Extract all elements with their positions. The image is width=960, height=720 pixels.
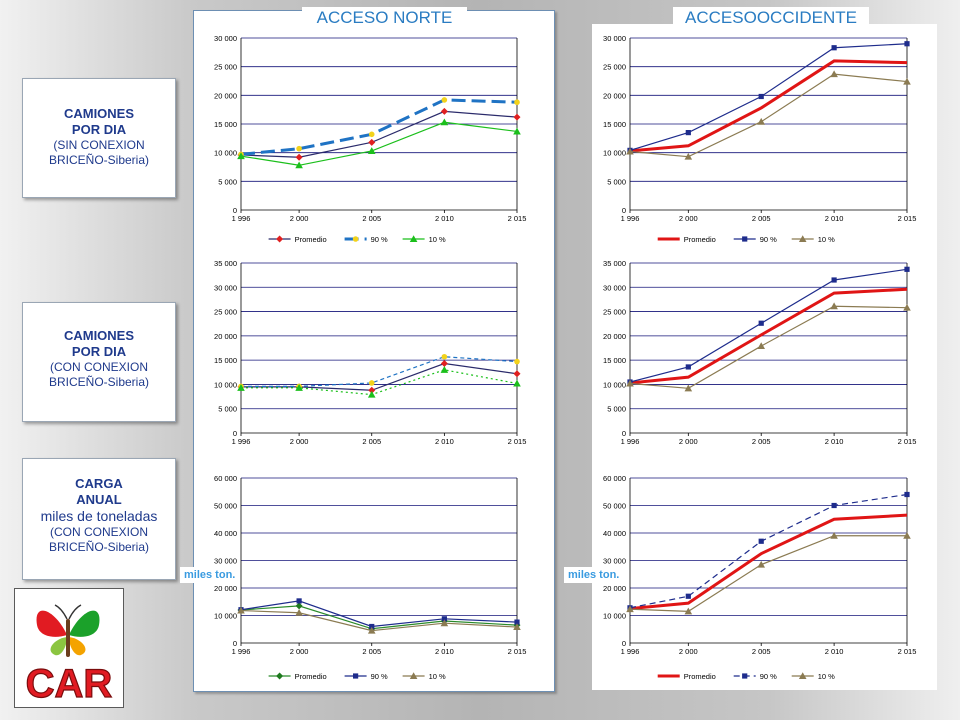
legend-label: 10 % <box>428 235 446 244</box>
series-90- <box>238 354 520 389</box>
x-tick-label: 2 000 <box>289 647 309 656</box>
x-tick-label: 2 010 <box>434 437 454 446</box>
x-tick-label: 2 000 <box>289 214 309 223</box>
series-10- <box>626 532 911 614</box>
row-label-sub1: (CON CONEXION <box>49 525 148 539</box>
data-point <box>686 364 691 369</box>
y-tick-label: 25 000 <box>603 307 626 317</box>
row-label-line1: CAMIONES <box>63 106 135 121</box>
chart-occidente-carga-anual <box>592 468 937 688</box>
x-tick-label: 2 000 <box>289 437 309 446</box>
row-label-carga-anual <box>22 458 176 580</box>
x-tick-label: 2 000 <box>678 437 698 446</box>
y-tick-label: 60 000 <box>214 474 237 483</box>
y-tick-label: 30 000 <box>603 283 626 293</box>
data-point <box>757 342 765 349</box>
y-tick-label: 30 000 <box>214 34 237 43</box>
data-point <box>686 130 691 135</box>
y-tick-label: 30 000 <box>603 556 626 566</box>
data-point <box>686 594 691 599</box>
x-tick-label: 1 996 <box>231 437 251 446</box>
y-tick-label: 15 000 <box>603 120 626 129</box>
data-point <box>759 539 764 544</box>
legend-label: 10 % <box>817 235 835 244</box>
y-tick-label: 25 000 <box>214 307 237 317</box>
data-point <box>296 154 303 161</box>
row-label-line1: CARGA <box>75 476 123 491</box>
data-point <box>441 360 448 367</box>
y-tick-label: 10 000 <box>603 380 626 390</box>
row-label-sub2: BRICEÑO-Siberia) <box>48 153 150 167</box>
logo-text: CAR <box>25 662 113 706</box>
car-logo <box>14 588 124 708</box>
chart-occidente-camiones-sin-conexion <box>592 28 937 248</box>
legend-marker <box>742 236 747 241</box>
legend-label: 90 % <box>759 235 777 244</box>
y-tick-label: 0 <box>232 639 237 648</box>
series-line <box>241 122 517 165</box>
legend-label: 90 % <box>759 672 777 681</box>
y-tick-label: 50 000 <box>603 501 626 511</box>
row-label-line1: CAMIONES <box>63 328 135 343</box>
y-tick-label: 15 000 <box>603 356 626 366</box>
data-point <box>759 94 764 99</box>
legend-label: Promedio <box>683 235 716 244</box>
row-label-sub2: BRICEÑO-Siberia) <box>48 375 150 389</box>
x-tick-label: 2 010 <box>434 647 454 656</box>
y-tick-label: 35 000 <box>603 259 626 268</box>
series-90- <box>627 267 909 385</box>
legend-label: 10 % <box>817 672 835 681</box>
y-tick-label: 30 000 <box>214 556 237 566</box>
data-point <box>514 370 521 377</box>
y-tick-label: 0 <box>621 429 626 438</box>
data-point <box>830 70 838 77</box>
data-point <box>442 354 448 360</box>
x-tick-label: 1 996 <box>231 647 251 656</box>
legend-label: Promedio <box>294 672 327 681</box>
x-tick-label: 2 005 <box>751 647 771 656</box>
x-tick-label: 2 005 <box>751 437 771 446</box>
series-promedio <box>238 602 521 632</box>
y-tick-label: 40 000 <box>214 529 237 538</box>
y-tick-label: 15 000 <box>214 356 237 366</box>
legend-marker <box>276 673 283 680</box>
y-tick-label: 10 000 <box>603 148 626 158</box>
legend <box>269 672 446 681</box>
x-tick-label: 1 996 <box>231 214 251 223</box>
x-tick-label: 2 015 <box>507 437 527 446</box>
x-tick-label: 2 015 <box>507 647 527 656</box>
y-tick-label: 30 000 <box>214 283 237 293</box>
legend-label: 10 % <box>428 672 446 681</box>
series-line <box>241 100 517 154</box>
series-line <box>241 357 517 387</box>
series-90- <box>627 41 909 153</box>
x-tick-label: 2 010 <box>434 214 454 223</box>
data-point <box>368 391 376 398</box>
data-point <box>296 146 302 152</box>
legend <box>658 672 835 681</box>
acceso-occidente-header: ACCESOOCCIDENTE <box>673 7 869 29</box>
legend-label: Promedio <box>683 672 716 681</box>
chart-norte-camiones-con-conexion <box>193 253 555 453</box>
data-point <box>513 380 521 387</box>
row-label-line2: POR DIA <box>71 344 127 359</box>
y-tick-label: 10 000 <box>603 611 626 621</box>
data-point <box>904 267 909 272</box>
data-point <box>514 99 520 105</box>
data-point <box>368 147 376 154</box>
y-tick-label: 20 000 <box>214 331 237 341</box>
y-tick-label: 25 000 <box>214 62 237 72</box>
row-label-camiones-sin-conexion <box>22 78 176 198</box>
x-tick-label: 2 005 <box>362 437 382 446</box>
row-label-sub1: (CON CONEXION <box>49 360 148 374</box>
x-tick-label: 2 010 <box>824 214 844 223</box>
y-tick-label: 35 000 <box>214 259 237 268</box>
butterfly-logo-icon <box>15 589 123 707</box>
x-tick-label: 2 015 <box>507 214 527 223</box>
x-tick-label: 2 000 <box>678 214 698 223</box>
data-point <box>904 492 909 497</box>
row-label-sub2: BRICEÑO-Siberia) <box>48 540 150 554</box>
series-line <box>241 364 517 391</box>
y-tick-label: 15 000 <box>214 120 237 129</box>
legend-marker <box>353 236 359 242</box>
row-label-line2: ANUAL <box>76 492 122 507</box>
x-tick-label: 2 015 <box>897 214 917 223</box>
data-point <box>759 321 764 326</box>
row-label-line2: POR DIA <box>71 122 127 137</box>
chart-norte-camiones-sin-conexion <box>193 28 555 248</box>
legend <box>658 235 835 244</box>
x-tick-label: 2 000 <box>678 647 698 656</box>
chart-occidente-camiones-con-conexion <box>592 253 937 453</box>
y-tick-label: 0 <box>232 206 237 215</box>
data-point <box>441 118 449 125</box>
y-tick-label: 20 000 <box>603 91 626 101</box>
chart-norte-carga-anual <box>193 468 555 688</box>
data-point <box>757 118 765 125</box>
x-tick-label: 2 010 <box>824 437 844 446</box>
data-point <box>514 359 520 365</box>
y-tick-label: 20 000 <box>603 584 626 593</box>
row-label-sub1: (SIN CONEXION <box>53 138 145 152</box>
row-label-line3: miles de toneladas <box>40 508 158 524</box>
y-tick-label: 30 000 <box>603 34 626 43</box>
series-line <box>630 44 907 151</box>
y-tick-label: 20 000 <box>214 584 237 593</box>
y-tick-label: 60 000 <box>603 474 626 483</box>
legend-label: Promedio <box>294 235 327 244</box>
y-tick-label: 5 000 <box>218 177 237 187</box>
y-tick-label: 5 000 <box>218 404 237 414</box>
acceso-norte-header: ACCESO NORTE <box>302 7 467 29</box>
x-tick-label: 2 015 <box>897 647 917 656</box>
y-tick-label: 25 000 <box>603 62 626 72</box>
data-point <box>832 503 837 508</box>
legend-label: 90 % <box>370 672 388 681</box>
y-tick-label: 10 000 <box>214 611 237 621</box>
data-point <box>369 380 375 386</box>
series-line <box>630 74 907 157</box>
legend-marker <box>276 236 283 243</box>
legend <box>269 235 446 244</box>
data-point <box>832 45 837 50</box>
x-tick-label: 2 010 <box>824 647 844 656</box>
data-point <box>904 41 909 46</box>
data-point <box>369 132 375 138</box>
unit-tag-right: miles ton. <box>564 567 623 583</box>
x-tick-label: 1 996 <box>620 214 640 223</box>
y-tick-label: 0 <box>232 429 237 438</box>
y-tick-label: 0 <box>621 639 626 648</box>
y-tick-label: 5 000 <box>607 404 626 414</box>
y-tick-label: 50 000 <box>214 501 237 511</box>
data-point <box>441 366 449 373</box>
data-point <box>514 114 521 121</box>
data-point <box>368 139 375 146</box>
data-point <box>832 277 837 282</box>
x-tick-label: 2 005 <box>362 214 382 223</box>
series-line <box>630 269 907 382</box>
legend-label: 90 % <box>370 235 388 244</box>
x-tick-label: 2 005 <box>362 647 382 656</box>
data-point <box>757 561 765 568</box>
row-label-camiones-con-conexion <box>22 302 176 422</box>
series-10- <box>237 366 521 398</box>
legend-marker <box>742 673 747 678</box>
y-tick-label: 10 000 <box>214 380 237 390</box>
data-point <box>441 108 448 115</box>
y-tick-label: 20 000 <box>603 331 626 341</box>
data-point <box>442 97 448 103</box>
series-line <box>241 370 517 395</box>
series-10- <box>237 118 521 168</box>
y-tick-label: 0 <box>621 206 626 215</box>
y-tick-label: 40 000 <box>603 529 626 538</box>
y-tick-label: 5 000 <box>607 177 626 187</box>
series-promedio <box>238 360 521 394</box>
x-tick-label: 1 996 <box>620 437 640 446</box>
data-point <box>297 598 302 603</box>
unit-tag-left: miles ton. <box>180 567 239 583</box>
x-tick-label: 2 015 <box>897 437 917 446</box>
x-tick-label: 1 996 <box>620 647 640 656</box>
x-tick-label: 2 005 <box>751 214 771 223</box>
y-tick-label: 10 000 <box>214 148 237 158</box>
legend-marker <box>353 673 358 678</box>
y-tick-label: 20 000 <box>214 91 237 101</box>
